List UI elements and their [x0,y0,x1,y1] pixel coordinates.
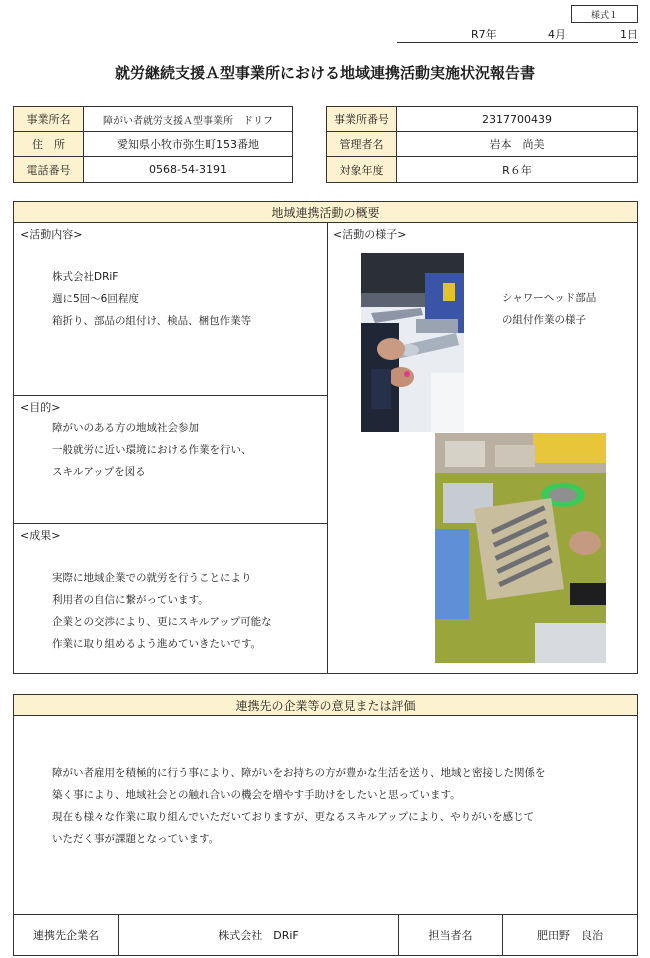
content-purpose-divider [14,395,327,396]
opinion-header: 連携先の企業等の意見または評価 [14,695,637,716]
form-number-badge [571,5,638,23]
info-value-office-name: 障がい者就労支援Ａ型事業所 ドリフ [84,107,292,132]
purpose-label: <目的> [20,401,61,414]
scene-caption-line-2: の組付作業の様子 [502,314,586,326]
form-number-text: 様式１ [590,10,618,21]
info-value-phone: 0568-54-3191 [149,163,227,176]
result-line-4: 作業に取り組めるよう進めていきたいです。 [52,638,262,650]
date-month: 4月 [548,28,566,41]
person-label: 担当者名 [399,915,503,955]
date-underline [397,42,638,43]
purpose-line-1: 障がいのある方の地域社会参加 [52,422,199,434]
info-value-office-number: 2317700439 [397,107,637,132]
content-line-2: 週に5回〜6回程度 [52,293,139,305]
activity-photo-2 [435,433,606,663]
info-label-office-number: 事業所番号 [327,107,397,132]
info-value-address: 愛知県小牧市弥生町153番地 [84,132,292,157]
overview-section [13,201,638,674]
activity-photo-1 [361,253,464,432]
result-label: <成果> [20,529,61,542]
opinion-section [13,694,638,956]
date-day: 1日 [620,28,638,41]
opinion-line-3: 現在も様々な作業に取り組んでいただいておりますが、更なるスキルアップにより、やりがいを感じて [52,811,535,823]
result-line-2: 利用者の自信に繋がっています。 [52,594,209,606]
opinion-line-2: 築く事により、地域社会との触れ合いの機会を増やす手助けをしたいと思っています。 [52,789,461,801]
overview-header: 地域連携活動の概要 [14,202,637,223]
person-value: 肥田野 良治 [537,929,603,942]
purpose-result-divider [14,523,327,524]
opinion-line-1: 障がい者雇用を積極的に行う事により、障がいをお持ちの方が豊かな生活を送り、地域と密接した関係を [52,767,546,779]
page-title: 就労継続支援Ａ型事業所における地域連携活動実施状況報告書 [114,64,535,82]
content-label: <活動内容> [20,228,83,241]
info-table-right [326,106,638,183]
info-value-manager: 岩本 尚美 [397,132,637,157]
info-label-phone: 電話番号 [14,157,84,182]
info-label-office-name: 事業所名 [14,107,84,132]
result-line-1: 実際に地域企業での就労を行うことにより [52,572,252,584]
info-label-fiscal-year: 対象年度 [327,157,397,182]
info-value-fiscal-year: R６年 [502,163,532,177]
content-line-3: 箱折り、部品の組付け、検品、梱包作業等 [52,315,252,327]
scene-caption-line-1: シャワーヘッド部品 [502,292,597,304]
content-line-1: 株式会社DRiF [52,271,119,283]
date-year: R7年 [471,28,497,41]
scene-label: <活動の様子> [333,228,407,241]
info-label-manager: 管理者名 [327,132,397,157]
partner-label: 連携先企業名 [14,915,119,955]
purpose-line-3: スキルアップを図る [52,466,146,478]
opinion-line-4: いただく事が課題となっています。 [52,833,220,845]
result-line-3: 企業との交渉により、更にスキルアップ可能な [52,616,272,628]
overview-column-divider [327,223,328,673]
partner-value: 株式会社 DRiF [119,915,399,955]
info-label-address: 住 所 [14,132,84,157]
info-table-left [13,106,293,183]
purpose-line-2: 一般就労に近い環境における作業を行い、 [52,444,252,456]
